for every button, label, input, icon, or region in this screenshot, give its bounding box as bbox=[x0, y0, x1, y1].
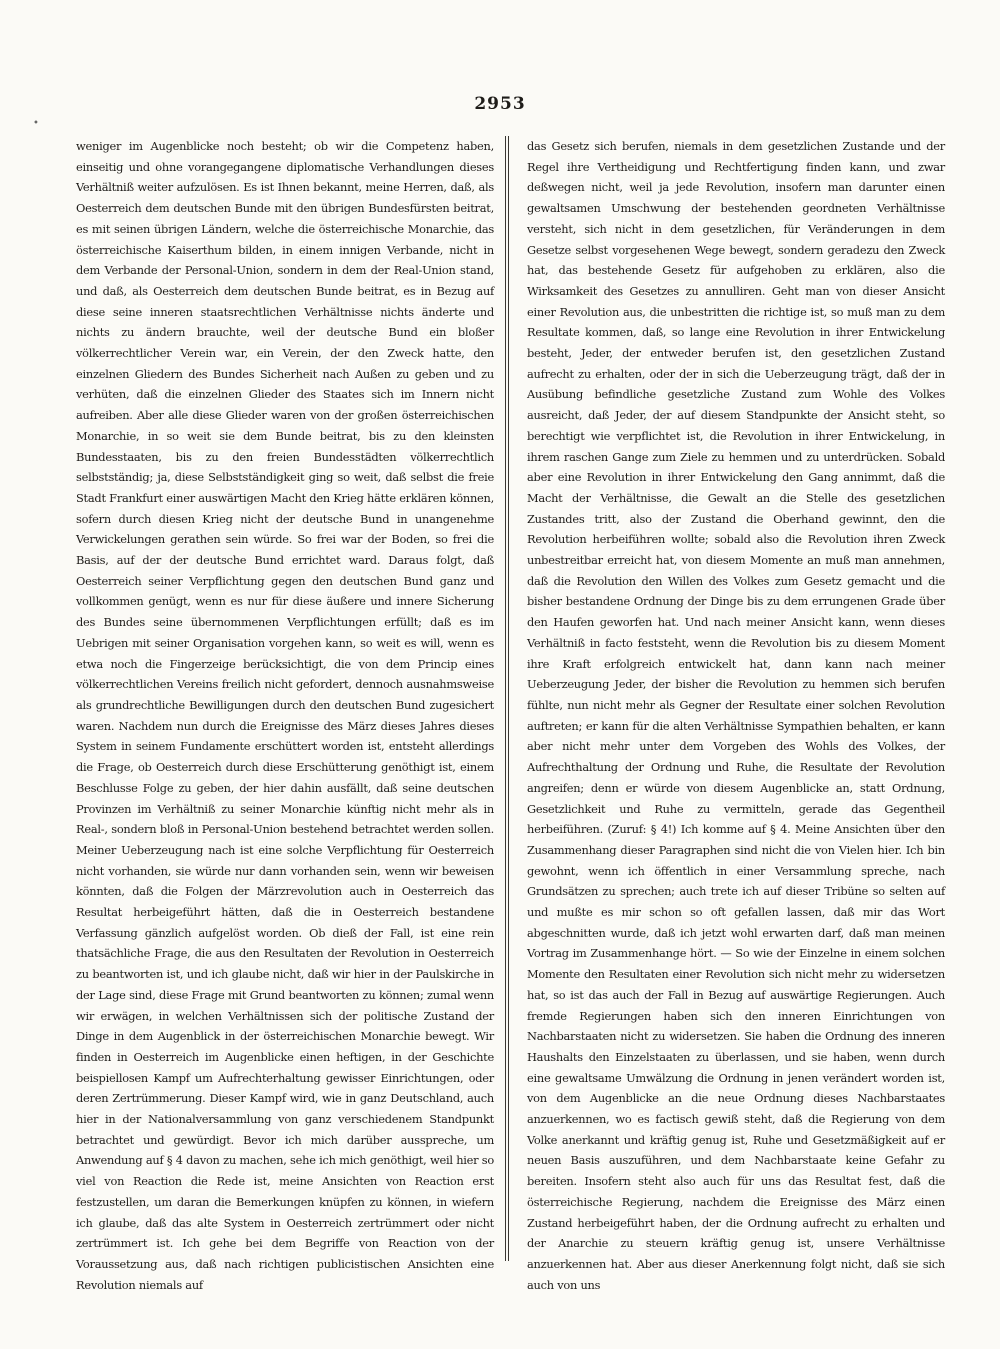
left-column bbox=[76, 136, 494, 1295]
page-number: 2953 bbox=[474, 94, 526, 114]
column-divider bbox=[505, 136, 509, 1261]
margin-mark: • bbox=[33, 118, 39, 129]
right-column-text: das Gesetz sich berufen, niemals in dem gesetzlichen Zustande und der Regel ihre Vertheidigung und Rechtfertigung finden kann, und zwar deßwegen nicht, weil ja jede Revolution, insofern man darunter einen gewaltsamen Umschwung der bestehenden geordneten Verhältnisse versteht, sich nicht in dem gesetzlichen, für Veränderungen in dem Gesetze selbst vorgesehenen Wege bewegt, sondern geradezu den Zweck hat, das bestehende Gesetz für aufgehoben zu erklären, also die Wirksamkeit des Gesetzes zu annulliren. Geht man von dieser Ansicht einer Revolution aus, die unbestritten die richtige ist, so muß man zu dem Resultate kommen, daß, so lange eine Revolution in ihrer Entwickelung besteht, Jeder, der entweder berufen ist, den gesetzlichen Zustand aufrecht zu erhalten, oder der in sich die Ueberzeugung trägt, daß der in Ausübung befindliche gesetzliche Zustand zum Wohle des Volkes ausreicht, daß Jeder, der auf diesem Standpunkte der Ansicht steht, so berechtigt wie verpflichtet ist, die Revolution in ihrer Entwickelung, in ihrem raschen Gange zum Ziele zu hemmen und zu unterdrücken. Sobald aber eine Revolution in ihrer Entwickelung den Gang annimmt, daß die Macht der Verhältnisse, die Gewalt an die Stelle des gesetzlichen Zustandes tritt, also der Zustand die Oberhand gewinnt, den die Revolution herbeiführen wollte; sobald also die Revolution ihren Zweck unbestreitbar erreicht hat, von diesem Momente an muß man annehmen, daß die Revolution den Willen des Volkes zum Gesetz gemacht und die bisher bestandene Ordnung der Dinge bis zu dem errungenen Grade über den Haufen geworfen hat. Und nach meiner Ansicht kann, wenn dieses Verhältniß in facto feststeht, wenn die Revolution bis zu diesem Moment ihre Kraft erfolgreich entwickelt hat, dann kann nach meiner Ueberzeugung Jeder, der bisher die Revolution zu hemmen sich berufen fühlte, nun nicht mehr als Gegner der Resultate einer solchen Revolution auftreten; er kann für die alten Verhältnisse Sympathien behalten, er kann aber nicht mehr unter dem Vorgeben des Wohls des Volkes, der Aufrechthaltung der Ordnung und Ruhe, die Resultate der Revolution angreifen; denn er würde von diesem Augenblicke an, statt Ordnung, Gesetzlichkeit und Ruhe zu vermitteln, gerade das Gegentheil herbeiführen. (Zuruf: § 4!) Ich komme auf § 4. Meine Ansichten über den Zusammenhang dieser Paragraphen sind nicht die von Vielen hier. Ich bin gewohnt, wenn ich öffentlich in einer Versammlung spreche, nach Grundsätzen zu sprechen; auch trete ich auf dieser Tribüne so selten auf und mußte es mir schon so oft gefallen lassen, daß mir das Wort abgeschnitten wurde, daß ich jetzt wohl erwarten darf, daß man meinen Vortrag im Zusammenhange hört. — So wie der Einzelne in einem solchen Momente den Resultaten einer Revolution sich nicht mehr zu widersetzen hat, so ist das auch der Fall in Bezug auf auswärtige Regierungen. Auch fremde Regierungen haben sich den inneren Einrichtungen von Nachbarstaaten nicht zu widersetzen. Sie haben die Ordnung des inneren Haushalts den Einzelstaaten zu überlassen, und sie haben, wenn durch eine gewaltsame Umwälzung die Ordnung in jenen verändert worden ist, von dem Augenblicke an die neue Ordnung dieses Nachbarstaates anzuerkennen, wo es factisch gewiß steht, daß die Regierung von dem Volke anerkannt und kräftig genug ist, Ruhe und Gesetzmäßigkeit auf er neuen Basis auszuführen, und dem Nachbarstaate keine Gefahr zu bereiten. Insofern steht also auch für uns das Resultat fest, daß die österreichische Regierung, nachdem die Ereignisse des März einen Zustand herbeigeführt haben, der die Ordnung aufrecht zu erhalten und der Anarchie zu steuern kräftig genug ist, unsere Verhältnisse anzuerkennen hat. Aber aus dieser Anerkennung folgt nicht, daß sie sich auch von uns bbox=[527, 139, 945, 1292]
left-column-text: weniger im Augenblicke noch besteht; ob wir die Competenz haben, einseitig und ohne vorangegangene diplomatische Verhandlungen dieses Verhältniß weiter aufzulösen. Es ist Ihnen bekannt, meine Herren, daß, als Oesterreich dem deutschen Bunde mit den übrigen Bundesfürsten beitrat, es mit seinen übrigen Ländern, welche die österreichische Monarchie, das österreichische Kaiserthum bilden, in einem innigen Verbande, nicht in dem Verbande der Personal-Union, sondern in dem der Real-Union stand, und daß, als Oesterreich dem deutschen Bunde beitrat, es in Bezug auf diese seine inneren staatsrechtlichen Verhältnisse nichts änderte und nichts zu ändern brauchte, weil der deutsche Bund ein bloßer völkerrechtlicher Verein war, ein Verein, der den Zweck hatte, den einzelnen Gliedern des Bundes Sicherheit nach Außen zu geben und zu verhüten, daß die einzelnen Glieder des Staates sich im Innern nicht aufreiben. Aber alle diese Glieder waren von der großen österreichischen Monarchie, in so weit sie dem Bunde beitrat, bis zu den kleinsten Bundesstaaten, bis zu den freien Bundesstädten völkerrechtlich selbstständig; ja, diese Selbstständigkeit ging so weit, daß selbst die freie Stadt Frankfurt einer auswärtigen Macht den Krieg hätte erklären können, sofern durch diesen Krieg nicht der deutsche Bund in unangenehme Verwickelungen gerathen sein würde. So frei war der Boden, so frei die Basis, auf der der deutsche Bund errichtet ward. Daraus folgt, daß Oesterreich seiner Verpflichtung gegen den deutschen Bund ganz und vollkommen genügt, wenn es nur für diese äußere und innere Sicherung des Bundes seine übernommenen Verpflichtungen erfüllt; daß es im Uebrigen mit seiner Organisation vorgehen kann, so weit es will, wenn es etwa noch die Fingerzeige berücksichtigt, die von dem Princip eines völkerrechtlichen Vereins freilich nicht gefordert, dennoch ausnahmsweise als grundrechtliche Bewilligungen durch den deutschen Bund zugesichert waren. Nachdem nun durch die Ereignisse des März dieses Jahres dieses System in seinem Fundamente erschüttert worden ist, entsteht allerdings die Frage, ob Oesterreich durch diese Erschütterung genöthigt ist, einem Beschlusse Folge zu geben, der hier dahin ausfällt, daß seine deutschen Provinzen im Verhältniß zu seiner Monarchie künftig nicht mehr als in Real-, sondern bloß in Personal-Union bestehend betrachtet werden sollen. Meiner Ueberzeugung nach ist eine solche Verpflichtung für Oesterreich nicht vorhanden, sie würde nur dann vorhanden sein, wenn wir beweisen könnten, daß die Folgen der Märzrevolution auch in Oesterreich das Resultat herbeigeführt hätten, daß die in Oesterreich bestandene Verfassung gänzlich aufgelöst worden. Ob dieß der Fall, ist eine rein thatsächliche Frage, die aus den Resultaten der Revolution in Oesterreich zu beantworten ist, und ich glaube nicht, daß wir hier in der Paulskirche in der Lage sind, diese Frage mit Grund beantworten zu können; zumal wenn wir erwägen, in welchen Verhältnissen sich der politische Zustand der Dinge in dem Augenblick in der österreichischen Monarchie bewegt. Wir finden in Oesterreich im Augenblicke einen heftigen, in der Geschichte beispiellosen Kampf um Aufrechterhaltung gewisser Einrichtungen, oder deren Zertrümmerung. Dieser Kampf wird, wie in ganz Deutschland, auch hier in der Nationalversammlung von ganz verschiedenem Standpunkt betrachtet und gewürdigt. Bevor ich mich darüber ausspreche, um Anwendung auf § 4 davon zu machen, sehe ich mich genöthigt, weil hier so viel von Reaction die Rede ist, meine Ansichten von Reaction erst festzustellen, um daran die Bemerkungen knüpfen zu können, in wiefern ich glaube, daß das alte System in Oesterreich zertrümmert oder nicht zertrümmert ist. Ich gehe bei dem Begriffe von Reaction von der Voraussetzung aus, daß nach richtigen publicistischen Ansichten eine Revolution niemals auf bbox=[76, 139, 494, 1292]
right-column bbox=[527, 136, 945, 1295]
